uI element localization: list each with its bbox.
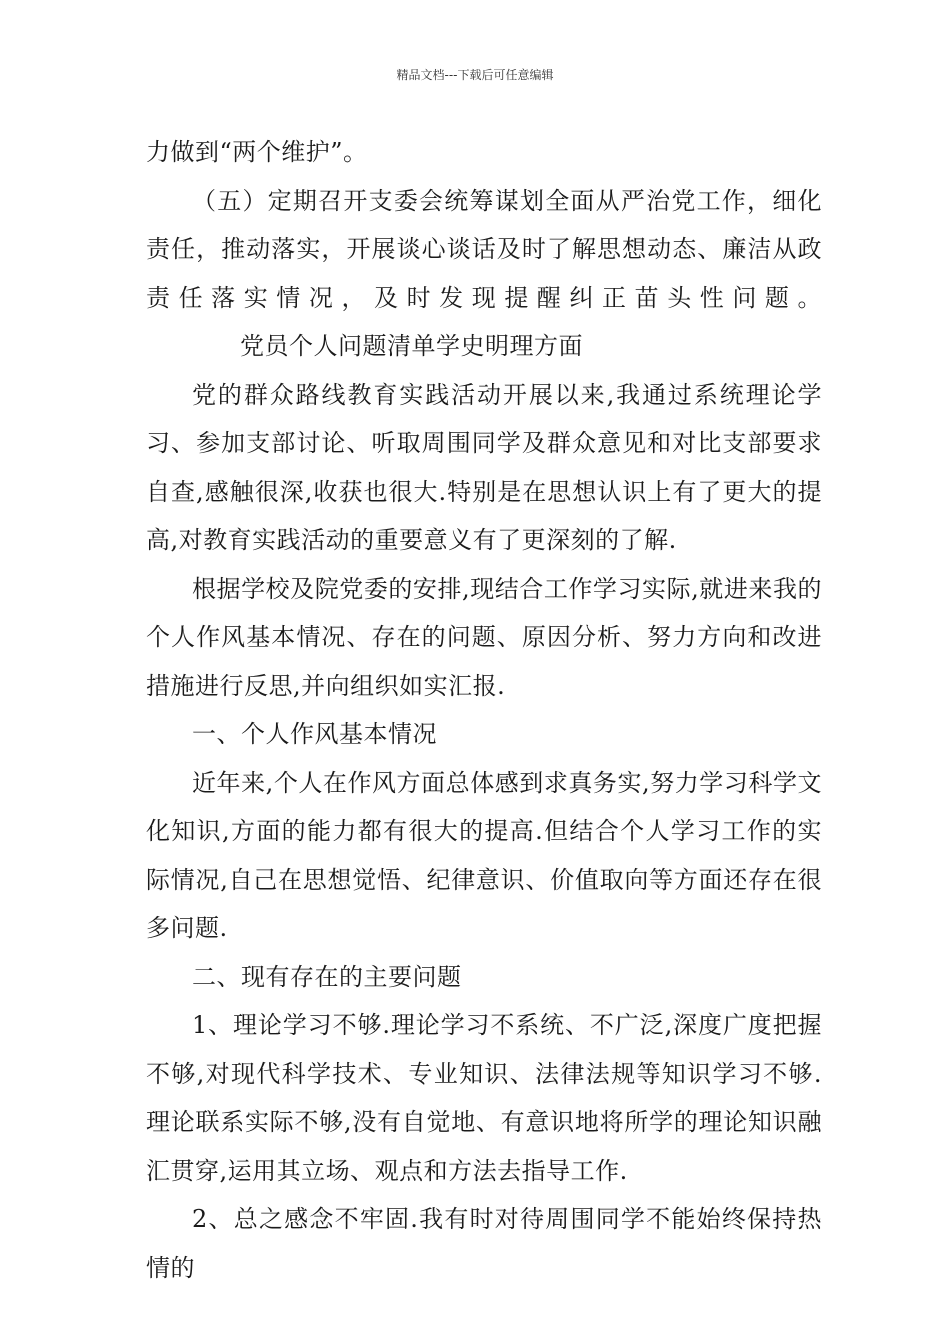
heading-section-one: 一、个人作风基本情况 (192, 720, 437, 748)
paragraph-intro: 党的群众路线教育实践活动开展以来,我通过系统理论学习、参加支部讨论、听取周围同学及群众意见和对比支部要求自查,感触很深,收获也很大.特别是在思想认识上有了更大的提高,对教育实践活动的重要意义有了更深刻的了解. (146, 380, 822, 554)
heading-section-two: 二、现有存在的主要问题 (192, 962, 462, 991)
paragraph-basic-situation: 近年来,个人在作风方面总体感到求真务实,努力学习科学文化知识,方面的能力都有很大的提高.但结合个人学习工作的实际情况,自己在思想觉悟、纪律意识、价值取向等方面还存在很多问题. (146, 768, 822, 942)
paragraph-arrangement: 根据学校及院党委的安排,现结合工作学习实际,就进来我的个人作风基本情况、存在的问题、原因分析、努力方向和改进措施进行反思,并向组织如实汇报. (146, 574, 822, 700)
page-header: 精品文档---下载后可任意编辑 (396, 68, 554, 82)
paragraph-item-five (146, 177, 822, 371)
paragraph-problem-one: 1、理论学习不够.理论学习不系统、不广泛,深度广度把握不够,对现代科学技术、专业知识、法律法规等知识学习不够.理论联系实际不够,没有自觉地、有意识地将所学的理论知识融汇贯穿,运用其立场、观点和方法去指导工作. (146, 1011, 822, 1185)
paragraph-item-five-text: （五）定期召开支委会统筹谋划全面从严治党工作，细化责任，推动落实，开展谈心谈话及时了解思想动态、廉洁从政责任落实情况，及时发现提醒纠正苗头性问题。 (146, 186, 822, 312)
paragraph-continuation: 力做到“两个维护”。 (146, 138, 368, 166)
document-body (146, 128, 822, 1292)
paragraph-problem-two: 2、总之感念不牢固.我有时对待周围同学不能始终保持热情的 (146, 1205, 822, 1282)
section-title-inline: 党员个人问题清单学史明理方面 (240, 332, 583, 360)
